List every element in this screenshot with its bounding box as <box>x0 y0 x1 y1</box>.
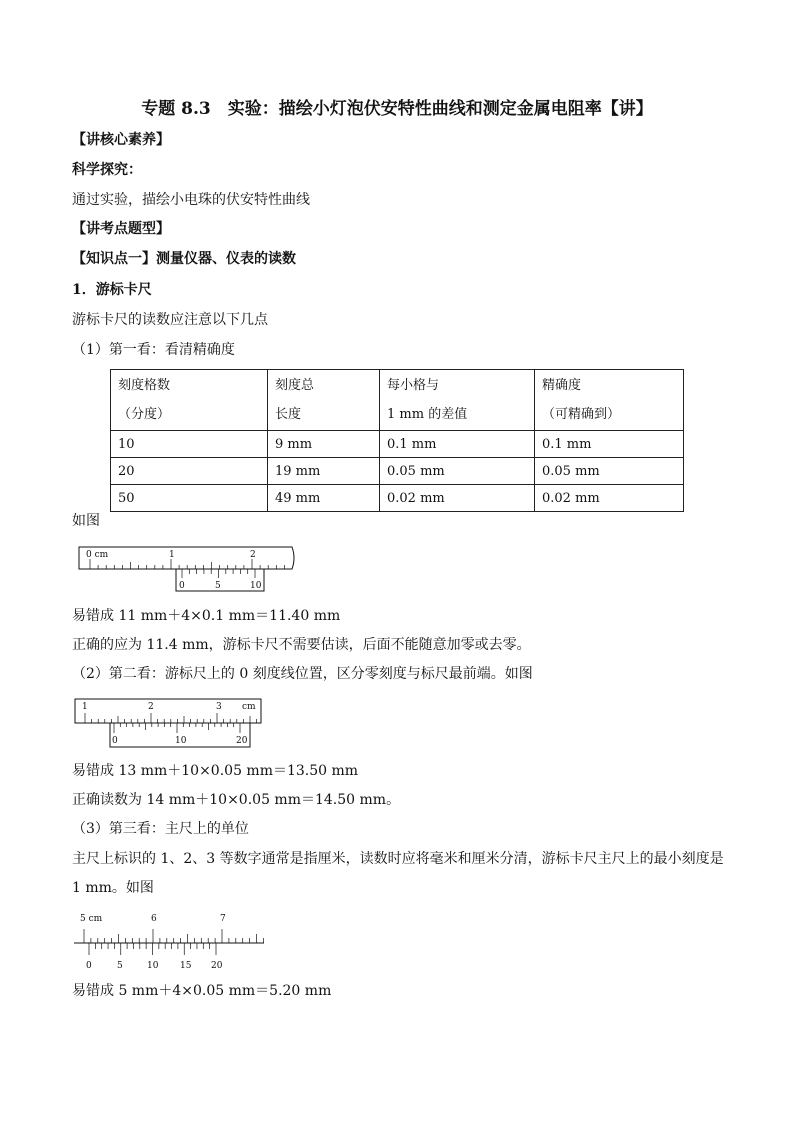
table-row <box>111 485 684 512</box>
header-cell <box>380 370 535 431</box>
table-row <box>111 458 684 485</box>
main-scale-label: 3 <box>216 702 222 712</box>
vernier-figure-1 <box>78 543 298 593</box>
main-scale-label: 2 <box>250 550 256 560</box>
vernier-scale-label: 0 <box>179 581 185 591</box>
header-cell <box>268 370 380 431</box>
vernier-scale-label: 0 <box>86 961 92 971</box>
correct-reading-2: 正确读数为 14 mm＋10×0.05 mm＝14.50 mm。 <box>72 792 401 808</box>
header-text: 每小格与 <box>387 378 440 393</box>
header-text: 1 mm 的差值 <box>387 407 468 422</box>
table-cell: 10 <box>111 431 268 458</box>
step-three-text: 主尺上标识的 1、2、3 等数字通常是指厘米，读数时应将毫米和厘米分清，游标卡尺主尺上的最小刻度是 1 mm。如图 <box>72 851 724 896</box>
science-heading: 科学探究： <box>72 162 142 178</box>
science-text: 通过实验，描绘小电珠的伏安特性曲线 <box>72 192 310 208</box>
header-cell <box>535 370 684 431</box>
wrong-reading-2: 易错成 13 mm＋10×0.05 mm＝13.50 mm <box>72 763 359 779</box>
table-row <box>111 431 684 458</box>
main-scale-label: 1 <box>169 550 175 560</box>
header-text: 刻度格数 <box>118 378 171 393</box>
table-cell: 0.1 mm <box>535 431 684 458</box>
section-heading-topics: 【讲考点题型】 <box>72 221 170 237</box>
header-text: 长度 <box>275 407 302 422</box>
main-scale-label: 6 <box>151 914 157 924</box>
table-cell: 0.1 mm <box>380 431 535 458</box>
vernier-scale-label: 5 <box>117 961 123 971</box>
header-text: 刻度总 <box>275 378 315 393</box>
step-two: （2）第二看：游标尺上的 0 刻度线位置，区分零刻度与标尺最前端。如图 <box>72 666 533 682</box>
vernier-scale-label: 15 <box>180 961 192 971</box>
vernier-scale-label: 5 <box>215 581 221 591</box>
vernier-scale-label: 20 <box>236 736 248 746</box>
knowledge-point-heading: 【知识点一】测量仪器、仪表的读数 <box>72 251 296 267</box>
section-heading-core: 【讲核心素养】 <box>72 132 170 148</box>
vernier-scale-label: 10 <box>175 736 187 746</box>
correct-reading-1: 正确的应为 11.4 mm，游标卡尺不需要估读，后面不能随意加零或去零。 <box>72 637 531 653</box>
vernier-scale-label: 20 <box>211 961 223 971</box>
main-scale-label: cm <box>242 702 256 712</box>
table-header-row <box>111 370 684 431</box>
step-one: （1）第一看：看清精确度 <box>72 342 235 358</box>
table-cell: 0.05 mm <box>380 458 535 485</box>
vernier-figure-2 <box>74 697 266 749</box>
table-cell: 0.02 mm <box>535 485 684 512</box>
item-intro: 游标卡尺的读数应注意以下几点 <box>72 312 268 328</box>
main-scale <box>79 547 294 569</box>
figure-label: 如图 <box>72 513 100 529</box>
main-scale-label: 5 cm <box>80 914 103 924</box>
vernier-scale-label: 10 <box>147 961 159 971</box>
vernier-scale-label: 0 <box>112 736 118 746</box>
table-cell: 49 mm <box>268 485 380 512</box>
main-scale-label: 7 <box>220 914 226 924</box>
header-text: （可精确到） <box>542 407 621 422</box>
table-cell: 20 <box>111 458 268 485</box>
vernier-scale-label: 10 <box>250 581 262 591</box>
page-title: 专题 8.3 实验：描绘小灯泡伏安特性曲线和测定金属电阻率【讲】 <box>141 99 653 119</box>
item-heading: 1．游标卡尺 <box>72 282 152 298</box>
vernier-figure-3 <box>74 911 266 973</box>
main-scale <box>75 699 261 723</box>
header-text: （分度） <box>118 407 171 422</box>
table-cell: 0.05 mm <box>535 458 684 485</box>
main-scale-label: 1 <box>82 702 88 712</box>
table-cell: 19 mm <box>268 458 380 485</box>
precision-table <box>110 369 684 512</box>
table-cell: 50 <box>111 485 268 512</box>
wrong-reading-1: 易错成 11 mm＋4×0.1 mm＝11.40 mm <box>72 608 341 624</box>
main-scale-label: 0 cm <box>86 550 109 560</box>
header-cell <box>111 370 268 431</box>
step-three: （3）第三看：主尺上的单位 <box>72 821 249 837</box>
main-scale-label: 2 <box>148 702 154 712</box>
header-text: 精确度 <box>542 378 582 393</box>
table-cell: 9 mm <box>268 431 380 458</box>
table-cell: 0.02 mm <box>380 485 535 512</box>
wrong-reading-3: 易错成 5 mm＋4×0.05 mm＝5.20 mm <box>72 983 332 999</box>
